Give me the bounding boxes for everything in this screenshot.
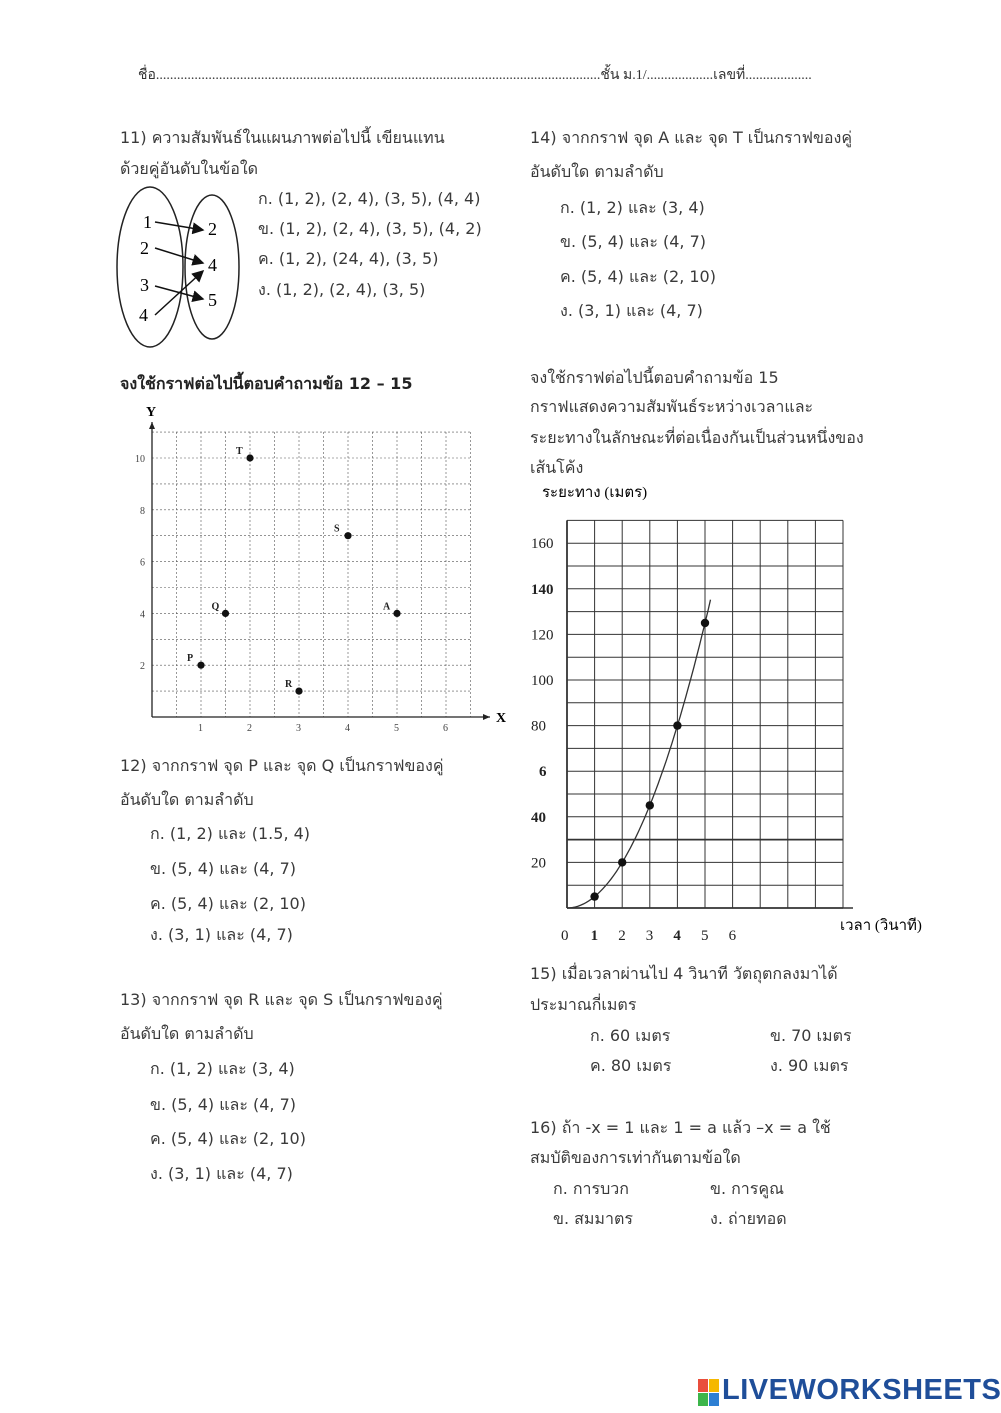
y-tick-label: 100 bbox=[531, 673, 554, 689]
q16-choice-d[interactable]: ง. ถ่ายทอด bbox=[710, 1209, 787, 1228]
domain-value-3: 3 bbox=[140, 275, 149, 295]
x-axis-arrow-icon bbox=[483, 714, 490, 720]
coordinate-axes bbox=[149, 422, 490, 720]
data-point bbox=[590, 892, 598, 900]
x-tick-label: 2 bbox=[618, 928, 626, 944]
y-axis-arrow-icon bbox=[149, 422, 155, 429]
y-tick-label: 8 bbox=[140, 505, 145, 517]
q11-choice-a[interactable]: ก. (1, 2), (2, 4), (3, 5), (4, 4) bbox=[258, 189, 481, 208]
q13-text-line2: อันดับใด ตามลำดับ bbox=[120, 1024, 254, 1043]
point-R bbox=[295, 688, 302, 695]
coordinate-grid bbox=[152, 432, 472, 717]
q12-choice-a[interactable]: ก. (1, 2) และ (1.5, 4) bbox=[150, 824, 311, 843]
point-label-R: R bbox=[285, 679, 293, 691]
y-tick-label: 40 bbox=[531, 809, 546, 826]
q15-intro-line2: กราฟแสดงความสัมพันธ์ระหว่างเวลาและ bbox=[530, 397, 814, 416]
range-value-2: 2 bbox=[208, 219, 217, 239]
x-tick-label: 3 bbox=[645, 928, 654, 944]
q14-text-line2: อันดับใด ตามลำดับ bbox=[530, 162, 664, 181]
coordinate-points bbox=[187, 446, 401, 695]
q15-intro-line1: จงใช้กราฟต่อไปนี้ตอบคำถามข้อ 15 bbox=[530, 368, 779, 387]
q15-text-line1: 15) เมื่อเวลาผ่านไป 4 วินาที วัตถุตกลงมาได้ bbox=[530, 964, 838, 983]
distance-time-graph bbox=[520, 478, 940, 948]
q13-choice-c[interactable]: ค. (5, 4) และ (2, 10) bbox=[150, 1129, 306, 1148]
q16-choice-c[interactable]: ข. สมมาตร bbox=[553, 1209, 633, 1228]
class-dots[interactable]: ................... bbox=[646, 68, 714, 83]
q15-text-line2: ประมาณกี่เมตร bbox=[530, 995, 637, 1014]
liveworksheets-logo-icon bbox=[698, 1379, 720, 1407]
point-label-A: A bbox=[383, 601, 391, 613]
q15-choice-c[interactable]: ค. 80 เมตร bbox=[590, 1056, 672, 1075]
point-label-S: S bbox=[334, 523, 340, 535]
arrow-2-to-4 bbox=[155, 248, 203, 263]
q12-choice-c[interactable]: ค. (5, 4) และ (2, 10) bbox=[150, 894, 306, 913]
y-tick-label: 80 bbox=[531, 718, 546, 735]
x-tick-label: 2 bbox=[247, 723, 252, 734]
y-tick-label: 140 bbox=[531, 581, 554, 598]
y-tick-label: 6 bbox=[140, 557, 145, 569]
y-tick-label: 20 bbox=[531, 855, 546, 872]
x-axis-label: X bbox=[496, 711, 507, 726]
q15-choice-d[interactable]: ง. 90 เมตร bbox=[770, 1056, 849, 1075]
distance-grid bbox=[567, 520, 853, 908]
x-tick-label: 0 bbox=[561, 928, 569, 944]
coordinate-graph bbox=[132, 402, 507, 734]
point-Q bbox=[222, 610, 229, 617]
range-value-5: 5 bbox=[208, 290, 217, 310]
q14-text-line1: 14) จากกราฟ จุด A และ จุด T เป็นกราฟของคู่ bbox=[530, 128, 853, 147]
q11-choice-b[interactable]: ข. (1, 2), (2, 4), (3, 5), (4, 2) bbox=[258, 219, 482, 238]
number-label: เลขที่ bbox=[713, 68, 746, 83]
q15-choice-a[interactable]: ก. 60 เมตร bbox=[590, 1026, 671, 1045]
domain-value-4: 4 bbox=[139, 305, 148, 325]
q11-text-line1: 11) ความสัมพันธ์ในแผนภาพต่อไปนี้ เขียนแทน bbox=[120, 128, 445, 147]
x-tick-label: 4 bbox=[345, 723, 350, 734]
q16-choice-a[interactable]: ก. การบวก bbox=[553, 1179, 629, 1198]
data-point bbox=[646, 801, 654, 809]
time-axis-label: เวลา (วินาที) bbox=[840, 918, 922, 934]
x-tick-label: 6 bbox=[443, 723, 448, 734]
range-value-4: 4 bbox=[208, 255, 217, 275]
student-info-header bbox=[138, 64, 863, 86]
q14-choice-c[interactable]: ค. (5, 4) และ (2, 10) bbox=[560, 267, 716, 286]
q15-choice-b[interactable]: ข. 70 เมตร bbox=[770, 1026, 852, 1045]
q12-15-intro: จงใช้กราฟต่อไปนี้ตอบคำถามข้อ 12 – 15 bbox=[120, 374, 413, 393]
point-S bbox=[344, 532, 351, 539]
point-label-T: T bbox=[236, 446, 243, 457]
q12-text-line1: 12) จากกราฟ จุด P และ จุด Q เป็นกราฟของคู่ bbox=[120, 756, 444, 775]
q14-choice-a[interactable]: ก. (1, 2) และ (3, 4) bbox=[560, 198, 705, 217]
distance-axis-label: ระยะทาง (เมตร) bbox=[542, 485, 648, 501]
q14-choice-b[interactable]: ข. (5, 4) และ (4, 7) bbox=[560, 232, 707, 251]
domain-oval bbox=[117, 187, 183, 347]
y-tick-label: 2 bbox=[140, 661, 145, 673]
domain-value-1: 1 bbox=[143, 212, 152, 232]
q12-choice-b[interactable]: ข. (5, 4) และ (4, 7) bbox=[150, 859, 297, 878]
point-label-P: P bbox=[187, 653, 194, 665]
y-tick-label: 120 bbox=[531, 627, 554, 644]
class-label: ชั้น ม.1/ bbox=[600, 68, 647, 83]
q15-intro-line4: เส้นโค้ง bbox=[530, 458, 584, 477]
x-tick-label: 5 bbox=[701, 928, 709, 944]
point-P bbox=[197, 662, 204, 669]
q13-choice-a[interactable]: ก. (1, 2) และ (3, 4) bbox=[150, 1059, 295, 1078]
point-A bbox=[393, 610, 400, 617]
q13-choice-b[interactable]: ข. (5, 4) และ (4, 7) bbox=[150, 1095, 297, 1114]
q12-choice-d[interactable]: ง. (3, 1) และ (4, 7) bbox=[150, 925, 293, 944]
point-T bbox=[246, 454, 253, 461]
point-label-Q: Q bbox=[211, 601, 220, 613]
x-tick-label: 6 bbox=[728, 928, 737, 944]
q13-choice-d[interactable]: ง. (3, 1) และ (4, 7) bbox=[150, 1164, 293, 1183]
liveworksheets-brand[interactable]: LIVEWORKSHEETS bbox=[722, 1374, 1001, 1406]
distance-tick-labels bbox=[531, 536, 737, 944]
x-tick-label: 1 bbox=[590, 928, 599, 944]
q11-choice-c[interactable]: ค. (1, 2), (24, 4), (3, 5) bbox=[258, 249, 439, 268]
name-label: ชื่อ bbox=[138, 68, 156, 83]
q16-choice-b[interactable]: ข. การคูณ bbox=[710, 1179, 784, 1198]
y-tick-label: 10 bbox=[135, 454, 145, 465]
x-tick-label: 4 bbox=[673, 928, 681, 944]
data-point bbox=[618, 858, 626, 866]
y-tick-label: 6 bbox=[539, 764, 547, 781]
x-tick-label: 1 bbox=[198, 723, 203, 734]
x-tick-label: 5 bbox=[394, 723, 399, 734]
x-tick-label: 3 bbox=[296, 723, 301, 734]
q14-choice-d[interactable]: ง. (3, 1) และ (4, 7) bbox=[560, 301, 703, 320]
q11-choice-d[interactable]: ง. (1, 2), (2, 4), (3, 5) bbox=[258, 280, 426, 299]
name-dots[interactable]: ............................................................................................................................... bbox=[155, 68, 601, 83]
y-tick-label: 4 bbox=[140, 609, 145, 621]
data-point bbox=[673, 721, 681, 729]
y-tick-label: 160 bbox=[531, 536, 554, 553]
q13-text-line1: 13) จากกราฟ จุด R และ จุด S เป็นกราฟของคู่ bbox=[120, 990, 443, 1009]
q16-text-line1: 16) ถ้า -x = 1 และ 1 = a แล้ว –x = a ใช้ bbox=[530, 1118, 831, 1137]
q15-intro-line3: ระยะทางในลักษณะที่ต่อเนื่องกันเป็นส่วนหนึ่งของ bbox=[530, 428, 864, 447]
data-point bbox=[701, 619, 709, 627]
q12-text-line2: อันดับใด ตามลำดับ bbox=[120, 790, 254, 809]
y-axis-label: Y bbox=[146, 405, 157, 420]
domain-value-2: 2 bbox=[140, 238, 149, 258]
number-dots[interactable]: ................... bbox=[745, 68, 812, 83]
distance-curve bbox=[567, 600, 711, 908]
q11-text-line2: ด้วยคู่อันดับในข้อใด bbox=[120, 159, 259, 178]
mapping-diagram bbox=[100, 185, 260, 355]
q16-text-line2: สมบัติของการเท่ากันตามข้อใด bbox=[530, 1148, 741, 1167]
coordinate-tick-labels bbox=[135, 454, 448, 734]
